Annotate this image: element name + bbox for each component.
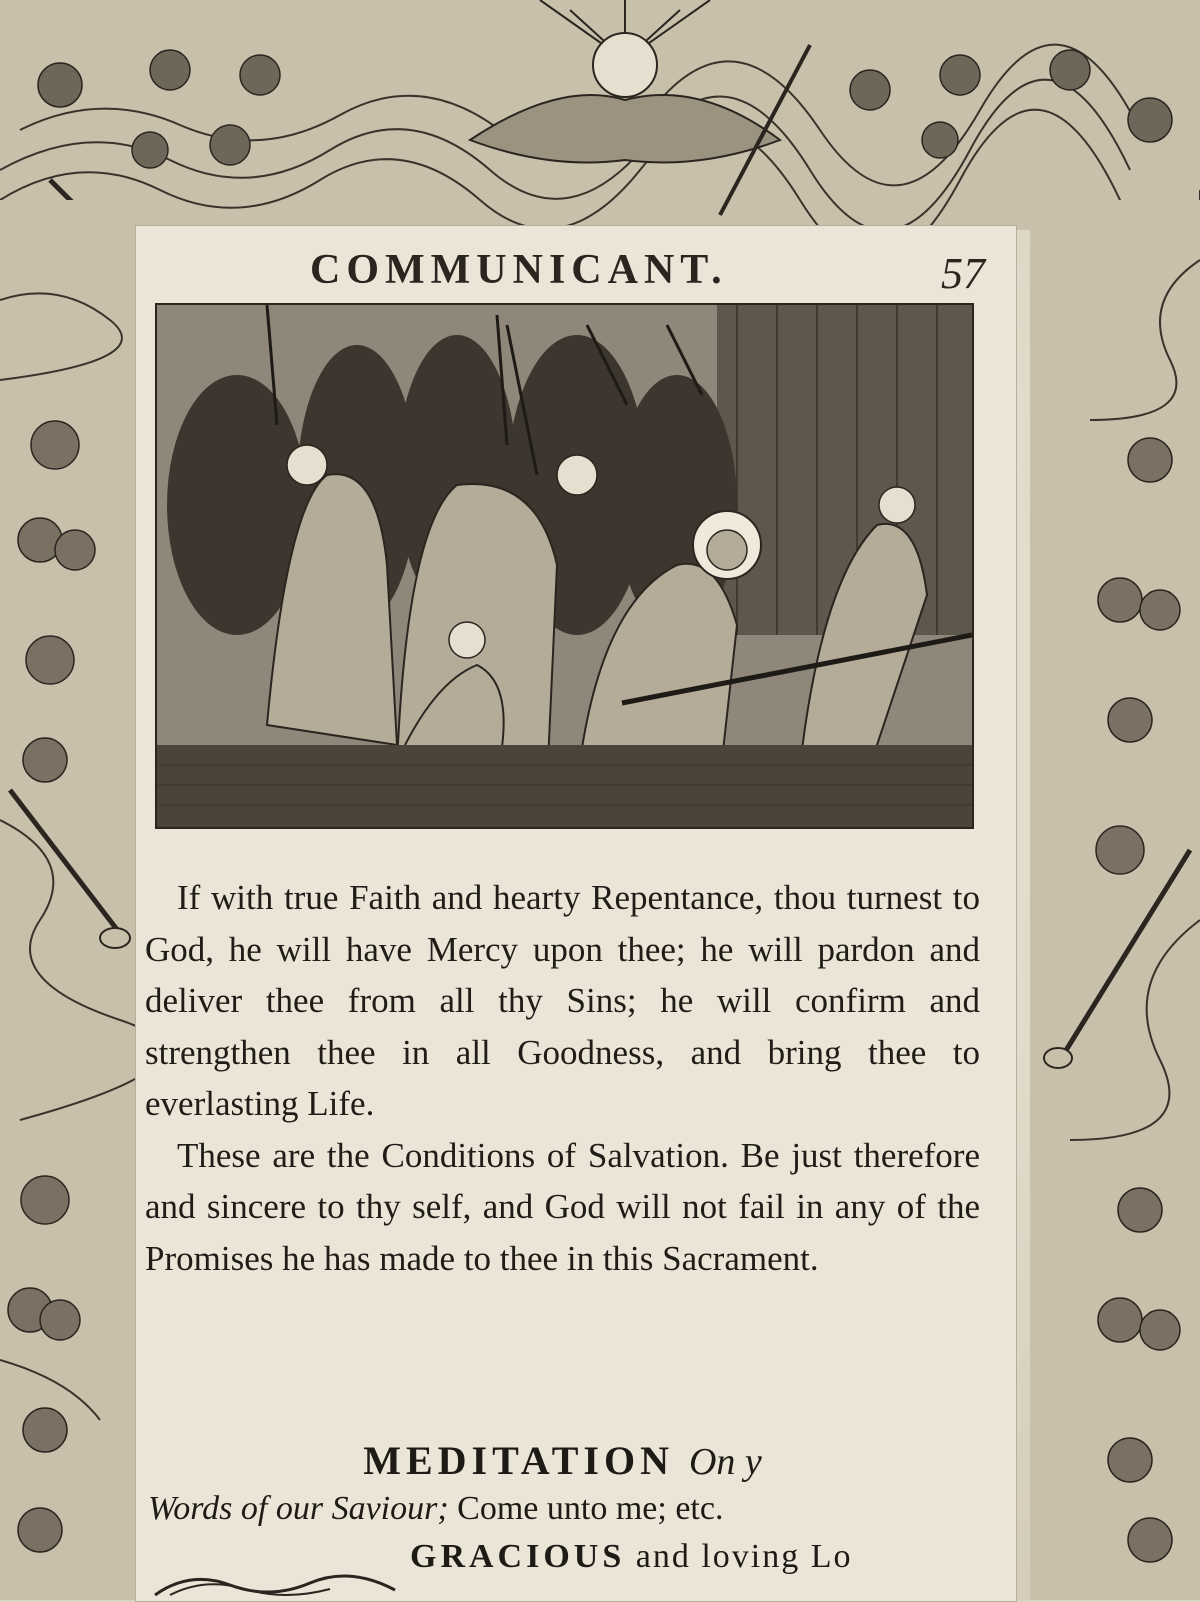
- meditation-subtitle: [148, 1490, 983, 1528]
- running-head: COMMUNICANT.: [310, 247, 728, 293]
- opening-rest: and loving Lo: [635, 1538, 853, 1575]
- body-text: [145, 872, 980, 1284]
- meditation-subtitle-roman: Come unto me; etc.: [457, 1490, 724, 1527]
- ornament-flourish-icon: [150, 1565, 400, 1600]
- engraved-top-border: [0, 0, 1200, 230]
- engraved-right-border: [1030, 200, 1200, 1600]
- body-paragraph-1: If with true Faith and hearty Repentance, thou turnest to God, he will have Mercy upon thee; he will pardon and deliver thee from all thy Sins; he will confirm and strengthen thee in all Goodness, and bring thee to everlasting Life.: [145, 878, 980, 1123]
- meditation-heading: [145, 1437, 980, 1484]
- page-header: [165, 240, 995, 300]
- body-paragraph-2: These are the Conditions of Salvation. Be just therefore and sincere to thy self, and God will not fail in any of the Promises he has made to thee in this Sacrament.: [145, 1135, 980, 1278]
- engraved-scene-image: [155, 303, 974, 829]
- meditation-opening-line: [410, 1538, 970, 1600]
- meditation-title: MEDITATION: [363, 1438, 674, 1483]
- opening-capitals: GRACIOUS: [410, 1538, 626, 1575]
- page-number: 57: [941, 249, 985, 298]
- meditation-title-italic: On y: [688, 1441, 762, 1483]
- meditation-subtitle-italic: Words of our Saviour;: [148, 1490, 449, 1527]
- engraved-left-border: [0, 200, 150, 1600]
